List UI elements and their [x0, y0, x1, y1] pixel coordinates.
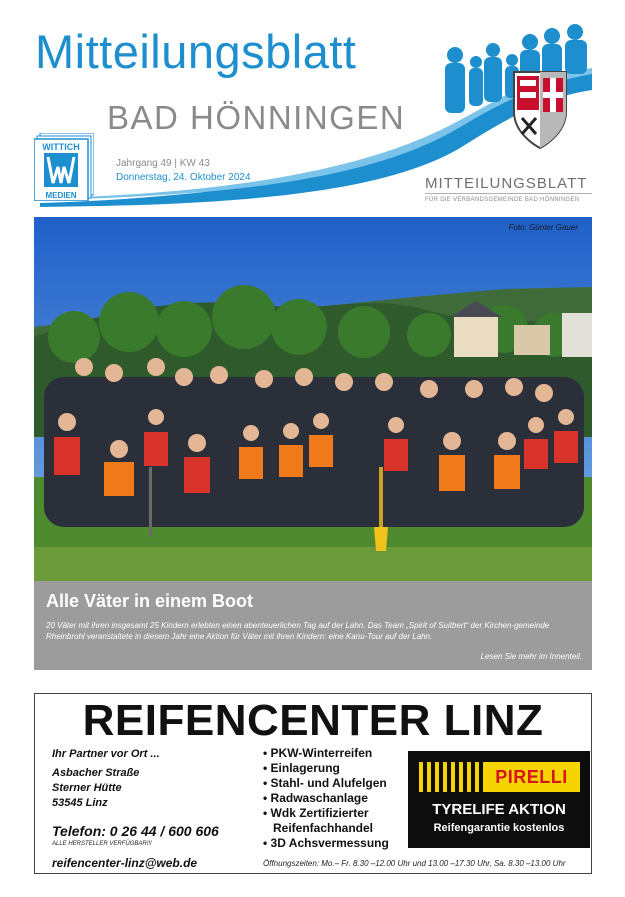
- svg-text:MEDIEN: MEDIEN: [45, 191, 77, 200]
- pirelli-promo-box: [408, 751, 590, 848]
- masthead-subtitle: BAD HÖNNINGEN: [107, 99, 406, 136]
- advertisement-reifencenter: [34, 693, 592, 874]
- list-item: • Radwaschanlage: [263, 791, 368, 805]
- divider: [425, 193, 592, 194]
- right-masthead-title: MITTEILUNGSBLATT: [425, 175, 588, 192]
- issue-date: Donnerstag, 24. Oktober 2024: [116, 172, 251, 183]
- wittich-medien-logo: [34, 133, 94, 201]
- issue-number: Jahrgang 49 | KW 43: [116, 158, 210, 169]
- article-headline: Alle Väter in einem Boot: [46, 591, 254, 611]
- ad-contact-block: [52, 747, 160, 811]
- ad-title: REIFENCENTER LINZ: [82, 696, 544, 745]
- photo-credit: Foto: Günter Gauer: [508, 223, 578, 232]
- article-teaser: 20 Väter mit ihren insgesamt 25 Kindern erlebten einen abenteuerlichen Tag auf der Lahn. Das Team „Spirit of Suitbert“ der Kirchen-gemeinde Rheinbrohl veranstaltete in diesem Jahr eine Aktion für Väter mit ihren Kindern: eine Kanu-Tour auf der Lahn.: [46, 621, 550, 641]
- ad-note: ALLE HERSTELLER VERFÜGBAR!!!: [52, 841, 152, 847]
- ad-opening-hours: Öffnungszeiten: Mo.– Fr. 8.30 –12.00 Uhr und 13.00 –17.30 Uhr, Sa. 8.30 –13.00 Uhr: [263, 859, 566, 868]
- list-item-continuation: Reifenfachhandel: [273, 821, 374, 835]
- list-item: • Wdk Zertifizierter: [263, 806, 369, 820]
- pirelli-logo: PIRELLI: [483, 762, 580, 792]
- list-item: • 3D Achsvermessung: [263, 836, 389, 850]
- promo-subline: Reifengarantie kostenlos: [433, 822, 565, 834]
- ad-email: reifencenter-linz@web.de: [52, 856, 198, 870]
- ad-address-line: 53545 Linz: [52, 797, 108, 809]
- list-item: • Stahl- und Alufelgen: [263, 776, 387, 790]
- read-more-text: Lesen Sie mehr im Innenteil.: [480, 652, 582, 661]
- group-photo-illustration: [34, 217, 592, 581]
- ad-address-line: Asbacher Straße: [52, 767, 140, 779]
- masthead-title: Mitteilungsblatt: [35, 25, 357, 78]
- svg-text:WITTICH: WITTICH: [42, 142, 80, 152]
- ad-partner-line: Ihr Partner vor Ort ...: [52, 748, 160, 760]
- ad-services-list: [263, 746, 389, 851]
- cover-photo: [34, 217, 592, 581]
- ad-address-line: Sterner Hütte: [52, 782, 122, 794]
- list-item: • PKW-Winterreifen: [263, 746, 373, 760]
- list-item: • Einlagerung: [263, 761, 340, 775]
- ad-phone: Telefon: 0 26 44 / 600 606: [52, 823, 219, 839]
- coat-of-arms-icon: [514, 72, 566, 148]
- right-masthead-subtitle: FÜR DIE VERBANDSGEMEINDE BAD HÖNNINGEN: [425, 197, 580, 203]
- promo-headline: TYRELIFE AKTION: [432, 801, 566, 818]
- photo-caption-box: [34, 581, 592, 670]
- stripes-icon: [419, 762, 479, 792]
